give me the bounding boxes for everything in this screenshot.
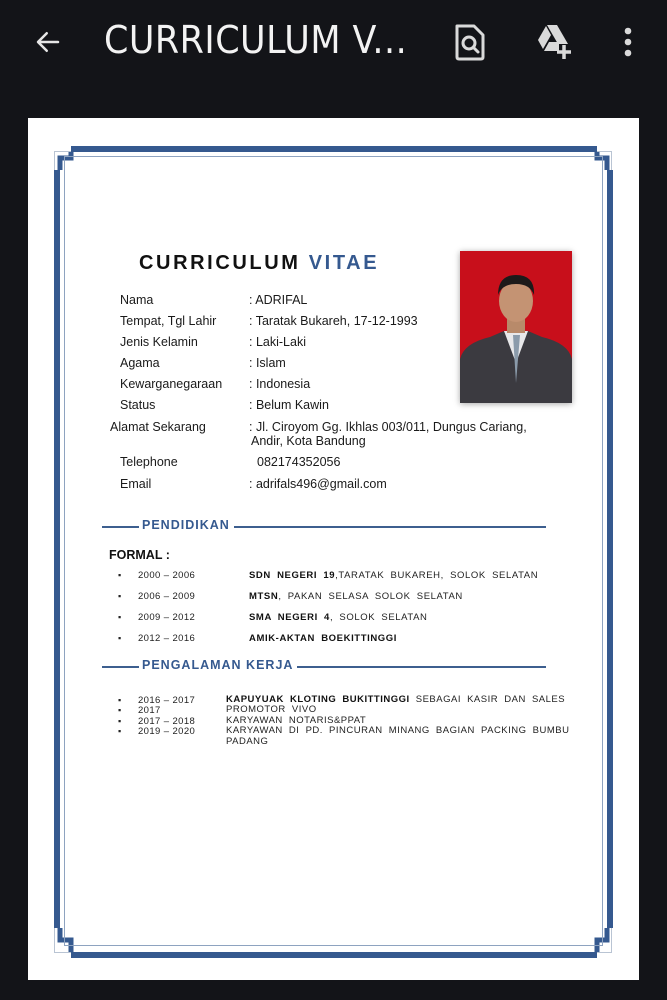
info-value-status: : Belum Kawin — [249, 398, 329, 412]
section-title-education: PENDIDIKAN — [139, 518, 234, 532]
back-button[interactable] — [26, 22, 70, 62]
info-label-gender: Jenis Kelamin — [120, 335, 198, 349]
section-heading-work — [102, 658, 546, 674]
education-school — [249, 591, 463, 602]
education-school — [249, 570, 538, 581]
profile-photo — [460, 251, 572, 403]
bullet-icon: ▪ — [118, 633, 122, 643]
cv-title — [139, 252, 379, 275]
info-label-nationality: Kewarganegaraan — [120, 377, 223, 391]
cv-title-accent: VITAE — [308, 252, 380, 274]
bullet-icon: ▪ — [118, 716, 122, 726]
more-options-button[interactable] — [606, 20, 650, 64]
info-value-email: : adrifals496@gmail.com — [249, 477, 387, 491]
bullet-icon: ▪ — [118, 695, 122, 705]
employer-name: KAPUYUAK KLOTING BUKITTINGGI — [226, 694, 410, 705]
section-heading-education — [102, 518, 546, 534]
school-name: MTSN — [249, 591, 279, 602]
school-name: AMIK-AKTAN BOEKITTINGGI — [249, 633, 398, 644]
work-role: SEBAGAI KASIR DAN SALES — [409, 694, 566, 705]
education-years: 2009 – 2012 — [138, 612, 196, 623]
info-label-nama: Nama — [120, 293, 154, 307]
info-value-gender: : Laki-Laki — [249, 335, 306, 349]
info-value-address: : Jl. Ciroyom Gg. Ikhlas 003/011, Dungus Cariang, — [249, 420, 527, 434]
info-value-religion: : Islam — [249, 356, 286, 370]
bullet-icon: ▪ — [118, 570, 122, 580]
bullet-icon: ▪ — [118, 705, 122, 715]
education-school — [249, 633, 397, 644]
formal-label: FORMAL : — [109, 548, 170, 562]
education-years: 2006 – 2009 — [138, 591, 196, 602]
school-location: , PAKAN SELASA SOLOK SELATAN — [278, 591, 463, 602]
section-title-work: PENGALAMAN KERJA — [139, 658, 297, 672]
school-name: SMA NEGERI 4 — [249, 612, 330, 623]
info-value-address-line2: Andir, Kota Bandung — [251, 434, 366, 448]
info-label-address: Alamat Sekarang — [110, 420, 206, 434]
education-school — [249, 612, 428, 623]
drive-add-icon — [533, 23, 575, 61]
info-value-nama: : ADRIFAL — [249, 293, 308, 307]
app-toolbar — [0, 0, 667, 84]
cv-title-main: CURRICULUM — [139, 252, 301, 274]
work-years: 2017 — [138, 705, 161, 716]
school-location: ,TARATAK BUKAREH, SOLOK SELATAN — [335, 570, 539, 581]
work-description-line2: PADANG — [226, 736, 269, 747]
education-years: 2000 – 2006 — [138, 570, 196, 581]
info-value-birth: : Taratak Bukareh, 17-12-1993 — [249, 314, 418, 328]
work-years: 2016 – 2017 — [138, 695, 196, 706]
info-label-birth: Tempat, Tgl Lahir — [120, 314, 217, 328]
bullet-icon: ▪ — [118, 612, 122, 622]
work-years: 2019 – 2020 — [138, 726, 196, 737]
info-label-religion: Agama — [120, 356, 160, 370]
add-to-drive-button[interactable] — [532, 20, 576, 64]
work-description: PROMOTOR VIVO — [226, 704, 317, 715]
work-description: KARYAWAN DI PD. PINCURAN MINANG BAGIAN PACKING BUMBU — [226, 725, 570, 736]
info-label-telephone: Telephone — [120, 455, 178, 469]
document-page — [28, 118, 639, 980]
education-years: 2012 – 2016 — [138, 633, 196, 644]
arrow-left-icon — [33, 27, 63, 57]
find-in-document-button[interactable] — [448, 20, 492, 64]
info-label-email: Email — [120, 477, 152, 491]
school-location: , SOLOK SELATAN — [329, 612, 428, 623]
school-name: SDN NEGERI 19 — [249, 570, 336, 581]
more-vertical-icon — [622, 25, 634, 59]
bullet-icon: ▪ — [118, 726, 122, 736]
work-years: 2017 – 2018 — [138, 716, 196, 727]
info-value-telephone: 082174352056 — [257, 455, 341, 469]
document-title: CURRICULUM V... — [104, 18, 408, 62]
bullet-icon: ▪ — [118, 591, 122, 601]
info-value-nationality: : Indonesia — [249, 377, 311, 391]
work-description: KARYAWAN NOTARIS&PPAT — [226, 715, 367, 726]
person-portrait-icon — [460, 251, 572, 403]
document-search-icon — [453, 23, 487, 61]
info-label-status: Status — [120, 398, 156, 412]
